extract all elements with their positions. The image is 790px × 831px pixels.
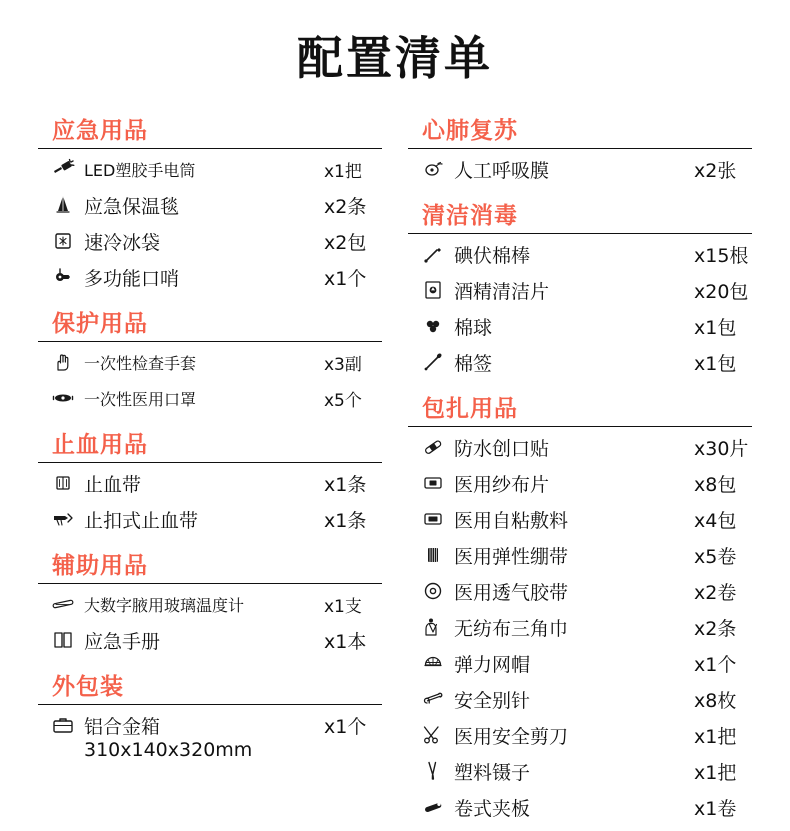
right-column	[408, 102, 752, 831]
tourniquet-roll-icon	[48, 469, 78, 497]
page-title: 配置清单	[297, 31, 493, 85]
section-divider	[408, 233, 752, 234]
buckle-tourniquet-icon	[48, 505, 78, 533]
item-dimensions-note: 310x140x320mm	[84, 739, 253, 761]
item-quantity: x5卷	[694, 545, 737, 568]
whistle-icon	[48, 263, 78, 291]
item-quantity: x2条	[694, 617, 737, 640]
item-quantity: x30片	[694, 437, 749, 460]
safety-pin-icon	[418, 685, 448, 713]
item-name: 多功能口哨	[84, 267, 180, 290]
columns-container	[0, 102, 790, 831]
item-quantity: x4包	[694, 509, 737, 532]
item-quantity: x1个	[324, 267, 367, 290]
item-quantity: x1包	[694, 352, 737, 375]
section-divider	[38, 583, 382, 584]
item-quantity: x15根	[694, 244, 749, 267]
bandaid-icon	[418, 433, 448, 461]
roll-splint-icon	[418, 793, 448, 821]
list-item	[408, 681, 752, 717]
list-item	[408, 151, 752, 187]
item-name: 人工呼吸膜	[454, 159, 550, 182]
item-name: 速冷冰袋	[84, 231, 161, 254]
item-name: 应急保温毯	[84, 195, 180, 218]
item-quantity: x2条	[324, 195, 367, 218]
iodine-swab-icon	[418, 240, 448, 268]
list-item	[408, 501, 752, 537]
section	[408, 197, 752, 380]
section-divider	[38, 462, 382, 463]
mask-icon	[48, 384, 78, 412]
item-quantity: x8枚	[694, 689, 737, 712]
section-heading: 保护用品	[52, 311, 148, 337]
item-quantity: x3副	[324, 354, 362, 375]
item-name: 应急手册	[84, 630, 161, 653]
configuration-list-page	[0, 22, 790, 820]
list-item	[38, 707, 382, 743]
item-name: 无纺布三角巾	[454, 617, 569, 640]
cotton-ball-icon	[418, 312, 448, 340]
item-name: 医用自粘敷料	[454, 509, 569, 532]
section	[38, 547, 382, 658]
item-name: 防水创口贴	[454, 437, 550, 460]
cotton-swab-icon	[418, 348, 448, 376]
blanket-icon	[48, 191, 78, 219]
glove-icon	[48, 348, 78, 376]
section-divider	[38, 148, 382, 149]
section-heading: 包扎用品	[422, 396, 518, 422]
item-quantity: x20包	[694, 280, 749, 303]
section-divider	[408, 148, 752, 149]
item-name: 塑料镊子	[454, 761, 531, 784]
item-quantity: x1把	[694, 761, 737, 784]
elastic-bandage-icon	[418, 541, 448, 569]
section-heading: 辅助用品	[52, 553, 148, 579]
item-quantity: x1卷	[694, 797, 737, 820]
section	[408, 390, 752, 825]
list-item	[408, 344, 752, 380]
list-item	[408, 753, 752, 789]
list-item	[38, 151, 382, 187]
item-quantity: x1个	[694, 653, 737, 676]
item-quantity: x1条	[324, 473, 367, 496]
adhesive-dressing-icon	[418, 505, 448, 533]
item-name: 医用透气胶带	[454, 581, 569, 604]
item-quantity: x5个	[324, 390, 362, 411]
manual-book-icon	[48, 626, 78, 654]
alcohol-pad-icon	[418, 276, 448, 304]
item-name: 医用弹性绷带	[454, 545, 569, 568]
section-heading: 外包装	[52, 674, 124, 700]
section	[38, 112, 382, 295]
list-item	[38, 622, 382, 658]
section	[408, 112, 752, 187]
list-item	[38, 380, 382, 416]
item-name: 安全别针	[454, 689, 531, 712]
flashlight-icon	[48, 155, 78, 183]
item-name: 止扣式止血带	[84, 509, 199, 532]
item-name: 碘伏棉棒	[454, 244, 531, 267]
list-item	[408, 537, 752, 573]
list-item	[38, 187, 382, 223]
item-quantity: x2包	[324, 231, 367, 254]
list-item	[38, 501, 382, 537]
list-item	[38, 259, 382, 295]
item-quantity: x1把	[694, 725, 737, 748]
item-name: 止血带	[84, 473, 142, 496]
tweezers-icon	[418, 757, 448, 785]
item-quantity: x1包	[694, 316, 737, 339]
thermometer-icon	[48, 590, 78, 618]
triangular-bandage-icon	[418, 613, 448, 641]
section	[38, 668, 382, 761]
item-name: 酒精清洁片	[454, 280, 550, 303]
section-heading: 应急用品	[52, 118, 148, 144]
item-name: 大数字腋用玻璃温度计	[84, 595, 245, 615]
item-quantity: x8包	[694, 473, 737, 496]
left-column	[38, 102, 382, 831]
item-name: 医用安全剪刀	[454, 725, 569, 748]
list-item	[408, 717, 752, 753]
list-item	[408, 609, 752, 645]
list-item	[38, 344, 382, 380]
item-name: 棉签	[454, 352, 493, 375]
case-icon	[48, 711, 78, 739]
item-name: 棉球	[454, 316, 493, 339]
item-quantity: x1支	[324, 596, 362, 617]
section-divider	[408, 426, 752, 427]
item-quantity: x2卷	[694, 581, 737, 604]
gauze-pad-icon	[418, 469, 448, 497]
list-item	[408, 573, 752, 609]
item-name: LED塑胶手电筒	[84, 160, 196, 180]
section	[38, 426, 382, 537]
list-item	[408, 645, 752, 681]
item-quantity: x1本	[324, 630, 367, 653]
section-divider	[38, 704, 382, 705]
item-quantity: x1个	[324, 715, 367, 738]
list-item	[38, 465, 382, 501]
breathable-tape-icon	[418, 577, 448, 605]
item-name: 一次性检查手套	[84, 353, 197, 373]
list-item	[408, 308, 752, 344]
list-item	[38, 223, 382, 259]
list-item	[408, 789, 752, 825]
cpr-mask-icon	[418, 155, 448, 183]
list-item	[408, 236, 752, 272]
ice-pack-icon	[48, 227, 78, 255]
section-divider	[38, 341, 382, 342]
item-name: 一次性医用口罩	[84, 389, 197, 409]
item-quantity: x1把	[324, 161, 362, 182]
item-quantity: x1条	[324, 509, 367, 532]
item-name: 铝合金箱	[84, 715, 161, 738]
list-item	[408, 272, 752, 308]
elastic-net-cap-icon	[418, 649, 448, 677]
list-item	[408, 465, 752, 501]
item-name: 弹力网帽	[454, 653, 531, 676]
scissors-icon	[418, 721, 448, 749]
item-quantity: x2张	[694, 159, 737, 182]
section	[38, 305, 382, 416]
item-name: 医用纱布片	[454, 473, 550, 496]
list-item	[408, 429, 752, 465]
section-heading: 清洁消毒	[422, 203, 518, 229]
list-item	[38, 586, 382, 622]
section-heading: 止血用品	[52, 432, 148, 458]
item-name: 卷式夹板	[454, 797, 531, 820]
section-heading: 心肺复苏	[422, 118, 518, 144]
